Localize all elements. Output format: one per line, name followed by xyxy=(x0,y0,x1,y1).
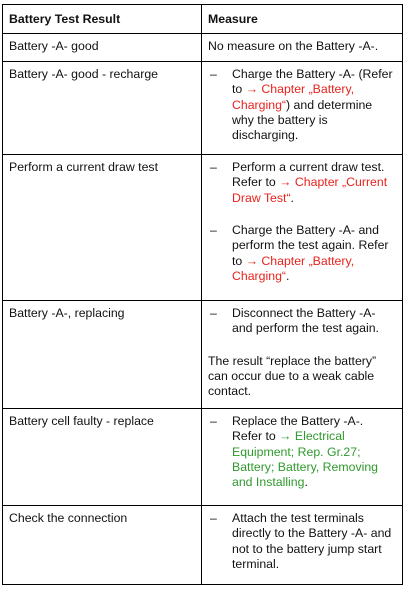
header-battery-test-result: Battery Test Result xyxy=(3,5,202,34)
table-row xyxy=(3,300,403,408)
result-cell: Check the connection xyxy=(3,505,202,584)
measure-step: – Disconnect the Battery -A- and perform the test again. xyxy=(210,305,379,336)
table-row xyxy=(3,34,403,61)
measure-step: – Charge the Battery -A- and perform the test again. Refer to → Chapter „Battery, Charging“. xyxy=(210,223,389,284)
measure-step: – Replace the Battery -A-. Refer to → Electrical Equipment; Rep. Gr.27; Battery; Battery, Removing and Installing. xyxy=(210,413,379,490)
measure-cell xyxy=(202,61,403,154)
dash-marker: – xyxy=(210,66,217,81)
dash-marker: – xyxy=(210,510,217,525)
result-cell: Perform a current draw test xyxy=(3,154,202,300)
result-cell: Battery -A-, replacing xyxy=(3,300,202,408)
table-row xyxy=(3,154,403,300)
result-cell: Battery -A- good - recharge xyxy=(3,61,202,154)
result-cell: Battery -A- good xyxy=(3,34,202,61)
link-electrical-equipment[interactable]: → Electrical Equipment; Rep. Gr.27; Battery; Battery, Removing and Installing xyxy=(232,429,379,490)
dash-marker: – xyxy=(210,413,217,428)
link-current-draw-test[interactable]: → Chapter „Current Draw Test“ xyxy=(232,175,388,205)
result-cell: Battery cell faulty - replace xyxy=(3,408,202,505)
table-header-row xyxy=(3,5,403,34)
battery-test-table xyxy=(2,4,402,595)
dash-marker: – xyxy=(210,305,217,320)
measure-note: The result “replace the battery” can occur due to a weak cable contact. xyxy=(208,353,377,399)
dash-marker: – xyxy=(210,159,217,174)
measure-step: – Attach the test terminals directly to the Battery -A- and not to the battery jump start terminal. xyxy=(210,510,392,572)
measure-step: – Perform a current draw test. Refer to → Chapter „Current Draw Test“. xyxy=(210,159,388,205)
measure-cell xyxy=(202,408,403,505)
table-row xyxy=(3,408,403,505)
table-row xyxy=(3,61,403,154)
link-battery-charging[interactable]: → Chapter „Battery, Charging“ xyxy=(232,82,355,112)
measure-cell xyxy=(202,154,403,300)
header-measure: Measure xyxy=(202,5,403,34)
link-battery-charging[interactable]: → Chapter „Battery, Charging“ xyxy=(232,253,355,284)
measure-cell xyxy=(202,505,403,584)
table-row xyxy=(3,505,403,584)
dash-marker: – xyxy=(210,223,217,238)
measure-cell: No measure on the Battery -A-. xyxy=(202,34,403,61)
measure-cell xyxy=(202,300,403,408)
measure-step: – Charge the Battery -A- (Refer to → Chapter „Battery, Charging“) and determine why the battery is discharging. xyxy=(210,66,393,143)
